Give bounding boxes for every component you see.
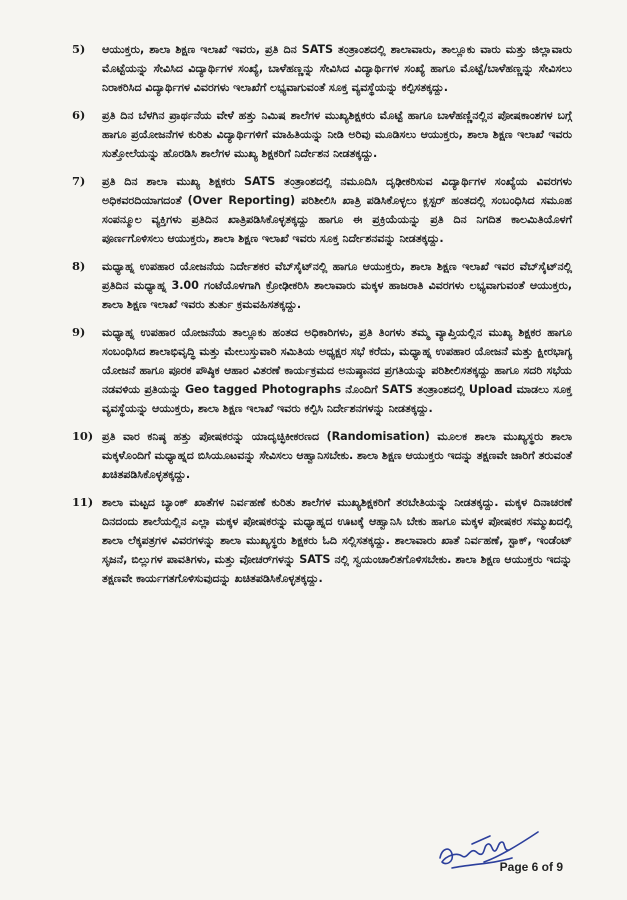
clause-list — [72, 40, 572, 597]
clause-number: 10) — [72, 429, 94, 443]
clause-text: ಪ್ರತಿ ದಿನ ಶಾಲಾ ಮುಖ್ಯ ಶಿಕ್ಷಕರು SATS ತಂತ್ರಾಂಶದಲ್ಲಿ ನಮೂದಿಸಿ ದೃಢೀಕರಿಸುವ ವಿದ್ಯಾರ್ಥಿಗಳ ಸಂಖ್ಯೆಯ ವಿವರಗಳು ಅಧಿಕವರದಿಯಾಗದಂತೆ (Over Reporting) ಪರಿಶೀಲಿಸಿ ಖಾತ್ರಿ ಪಡಿಸಿಕೊಳ್ಳಲು ಕ್ಲಸ್ಟರ್ ಹಂತದಲ್ಲಿ ಸಂಬಂಧಿಸಿದ ಸಮೂಹ ಸಂಪನ್ಮೂಲ ವ್ಯಕ್ತಿಗಳು ಪ್ರತಿದಿನ ಖಾತ್ರಿಪಡಿಸಿಕೊಳ್ಳತಕ್ಕದ್ದು ಹಾಗೂ ಈ ಪ್ರಕ್ರಿಯೆಯನ್ನು ಪ್ರತಿ ದಿನ ನಿಗದಿತ ಕಾಲಮಿತಿಯೊಳಗೆ ಪೂರ್ಣಗೊಳಿಸಲು ಆಯುಕ್ತರು, ಶಾಲಾ ಶಿಕ್ಷಣ ಇಲಾಖೆ ಇವರು ಸೂಕ್ತ ನಿರ್ದೇಶನವನ್ನು ನೀಡತಕ್ಕದ್ದು. — [102, 175, 572, 245]
clause-item-5 — [72, 40, 572, 97]
clause-number: 6) — [72, 108, 86, 122]
page-number: Page 6 of 9 — [499, 860, 563, 874]
clause-item-7 — [72, 172, 572, 248]
clause-item-10 — [72, 427, 572, 484]
clause-item-6 — [72, 106, 572, 163]
clause-text: ಶಾಲಾ ಮಟ್ಟದ ಬ್ಯಾಂಕ್ ಖಾತೆಗಳ ನಿರ್ವಹಣೆ ಕುರಿತು ಶಾಲೆಗಳ ಮುಖ್ಯಶಿಕ್ಷಕರಿಗೆ ತರಬೇತಿಯನ್ನು ನೀಡತಕ್ಕದ್ದು. ಮಕ್ಕಳ ದಿನಾಚರಣೆ ದಿನದಂದು ಶಾಲೆಯಲ್ಲಿನ ಎಲ್ಲಾ ಮಕ್ಕಳ ಪೋಷಕರನ್ನು ಮಧ್ಯಾಹ್ನದ ಊಟಕ್ಕೆ ಆಹ್ವಾನಿಸಿ ಬೇಕು ಹಾಗೂ ಮಕ್ಕಳ ಪೋಷಕರ ಸಮ್ಮುಖದಲ್ಲಿ ಶಾಲಾ ಲೆಕ್ಕಪತ್ರಗಳ ವಿವರಗಳನ್ನು ಶಾಲಾ ಮುಖ್ಯಸ್ಥರು ಶಿಕ್ಷಕರು ಓದಿ ಸಲ್ಲಿಸತಕ್ಕದ್ದು. ಶಾಲಾವಾರು ಖಾತೆ ನಿರ್ವಹಣೆ, ಸ್ಟಾಕ್, ಇಂಡೆಂಟ್ ಸೃಜನೆ, ಬಿಲ್ಲುಗಳ ಪಾವತಿಗಳು, ಮತ್ತು ವೋಚರ್‌ಗಳನ್ನು SATS ನಲ್ಲಿ ಸ್ವಯಂಚಾಲಿತಗೊಳಿಸಬೇಕು. ಶಾಲಾ ಶಿಕ್ಷಣ ಆಯುಕ್ತರು ಇದನ್ನು ತಕ್ಷಣವೇ ಕಾರ್ಯಗತಗೊಳಿಸುವುದನ್ನು ಖಚಿತಪಡಿಸಿಕೊಳ್ಳತಕ್ಕದ್ದು. — [102, 496, 572, 585]
clause-item-8 — [72, 257, 572, 314]
clause-text: ಆಯುಕ್ತರು, ಶಾಲಾ ಶಿಕ್ಷಣ ಇಲಾಖೆ ಇವರು, ಪ್ರತಿ ದಿನ SATS ತಂತ್ರಾಂಶದಲ್ಲಿ ಶಾಲಾವಾರು, ತಾಲ್ಲೂಕು ವಾರು ಮತ್ತು ಜಿಲ್ಲಾವಾರು ಮೊಟ್ಟೆಯನ್ನು ಸೇವಿಸಿದ ವಿದ್ಯಾರ್ಥಿಗಳ ಸಂಖ್ಯೆ, ಬಾಳೆಹಣ್ಣನ್ನು ಸೇವಿಸಿದ ವಿದ್ಯಾರ್ಥಿಗಳ ಸಂಖ್ಯೆ ಹಾಗೂ ಮೊಟ್ಟೆ/ಬಾಳೆಹಣ್ಣನ್ನು ಸೇವಿಸಲು ನಿರಾಕರಿಸಿದ ವಿದ್ಯಾರ್ಥಿಗಳ ವಿವರಗಳು ಇಲಾಖೆಗೆ ಲಭ್ಯವಾಗುವಂತೆ ಸೂಕ್ತ ವ್ಯವಸ್ಥೆಯನ್ನು ಕಲ್ಪಿಸತಕ್ಕದ್ದು. — [102, 43, 572, 94]
clause-number: 8) — [72, 259, 86, 273]
clause-item-11 — [72, 493, 572, 588]
clause-text: ಪ್ರತಿ ವಾರ ಕನಿಷ್ಠ ಹತ್ತು ಪೋಷಕರನ್ನು ಯಾದೃಚ್ಛಿಕೀಕರಣದ (Randomisation) ಮೂಲಕ ಶಾಲಾ ಮುಖ್ಯಸ್ಥರು ಶಾಲಾ ಮಕ್ಕಳೊಂದಿಗೆ ಮಧ್ಯಾಹ್ನದ ಬಿಸಿಯೂಟವನ್ನು ಸೇವಿಸಲು ಆಹ್ವಾನಿಸಬೇಕು. ಶಾಲಾ ಶಿಕ್ಷಣ ಆಯುಕ್ತರು ಇದನ್ನು ತಕ್ಷಣವೇ ಜಾರಿಗೆ ತರುವಂತೆ ಖಚಿತಪಡಿಸಿಕೊಳ್ಳತಕ್ಕದ್ದು. — [102, 430, 572, 481]
clause-number: 11) — [72, 495, 94, 509]
clause-item-9 — [72, 323, 572, 418]
clause-text: ಪ್ರತಿ ದಿನ ಬೆಳಗಿನ ಪ್ರಾರ್ಥನೆಯ ವೇಳೆ ಹತ್ತು ನಿಮಿಷ ಶಾಲೆಗಳ ಮುಖ್ಯಶಿಕ್ಷಕರು ಮೊಟ್ಟೆ ಹಾಗೂ ಬಾಳೆಹಣ್ಣಿನಲ್ಲಿನ ಪೋಷಕಾಂಶಗಳ ಬಗ್ಗೆ ಹಾಗೂ ಪ್ರಯೋಜನೆಗಳ ಕುರಿತು ವಿದ್ಯಾರ್ಥಿಗಳಿಗೆ ಮಾಹಿತಿಯನ್ನು ನೀಡಿ ಅರಿವು ಮೂಡಿಸಲು ಆಯುಕ್ತರು, ಶಾಲಾ ಶಿಕ್ಷಣ ಇಲಾಖೆ ಇವರು ಸುತ್ತೋಲೆಯನ್ನು ಹೊರಡಿಸಿ ಶಾಲೆಗಳ ಮುಖ್ಯ ಶಿಕ್ಷಕರಿಗೆ ನಿರ್ದೇಶನ ನೀಡತಕ್ಕದ್ದು. — [102, 109, 572, 160]
clause-number: 7) — [72, 174, 86, 188]
clause-text: ಮಧ್ಯಾಹ್ನ ಉಪಹಾರ ಯೋಜನೆಯ ತಾಲ್ಲೂಕು ಹಂತದ ಅಧಿಕಾರಿಗಳು, ಪ್ರತಿ ತಿಂಗಳು ತಮ್ಮ ವ್ಯಾಪ್ತಿಯಲ್ಲಿನ ಮುಖ್ಯ ಶಿಕ್ಷಕರ ಹಾಗೂ ಸಂಬಂಧಿಸಿದ ಶಾಲಾಭಿವೃದ್ಧಿ ಮತ್ತು ಮೇಲುಸ್ತುವಾರಿ ಸಮಿತಿಯ ಅಧ್ಯಕ್ಷರ ಸಭೆ ಕರೆದು, ಮಧ್ಯಾಹ್ನ ಉಪಹಾರ ಯೋಜನೆ ಮತ್ತು ಕ್ಷೀರಭಾಗ್ಯ ಯೋಜನೆ ಹಾಗೂ ಪೂರಕ ಪೌಷ್ಠಿಕ ಆಹಾರ ವಿತರಣೆ ಕಾರ್ಯಕ್ರಮದ ಅನುಷ್ಠಾನದ ಪ್ರಗತಿಯನ್ನು ಪರಿಶೀಲಿಸತಕ್ಕದ್ದು ಹಾಗೂ ಸದರಿ ಸಭೆಯ ನಡವಳಿಯ ಪ್ರತಿಯನ್ನು Geo tagged Photographs ನೊಂದಿಗೆ SATS ತಂತ್ರಾಂಶದಲ್ಲಿ Upload ಮಾಡಲು ಸೂಕ್ತ ವ್ಯವಸ್ಥೆಯನ್ನು ಆಯುಕ್ತರು, ಶಾಲಾ ಶಿಕ್ಷಣ ಇಲಾಖೆ ಇವರು ಕಲ್ಪಿಸಿ ನಿರ್ದೇಶನಗಳನ್ನು ನೀಡತಕ್ಕದ್ದು. — [102, 326, 572, 415]
clause-number: 5) — [72, 42, 86, 56]
clause-text: ಮಧ್ಯಾಹ್ನ ಉಪಹಾರ ಯೋಜನೆಯ ನಿರ್ದೇಶಕರ ವೆಬ್‌ಸೈಟ್‌ನಲ್ಲಿ ಹಾಗೂ ಆಯುಕ್ತರು, ಶಾಲಾ ಶಿಕ್ಷಣ ಇಲಾಖೆ ಇವರ ವೆಬ್‌ಸೈಟ್‌ನಲ್ಲಿ ಪ್ರತಿದಿನ ಮಧ್ಯಾಹ್ನ 3.00 ಗಂಟೆಯೊಳಗಾಗಿ ಕ್ರೋಢೀಕರಿಸಿ ಶಾಲಾವಾರು ಮಕ್ಕಳ ಹಾಜರಾತಿ ವಿವರಗಳು ಲಭ್ಯವಾಗುವಂತೆ ಆಯುಕ್ತರು, ಶಾಲಾ ಶಿಕ್ಷಣ ಇಲಾಖೆ ಇವರು ತುರ್ತು ಕ್ರಮವಹಿಸತಕ್ಕದ್ದು. — [102, 260, 572, 311]
clause-number: 9) — [72, 325, 86, 339]
